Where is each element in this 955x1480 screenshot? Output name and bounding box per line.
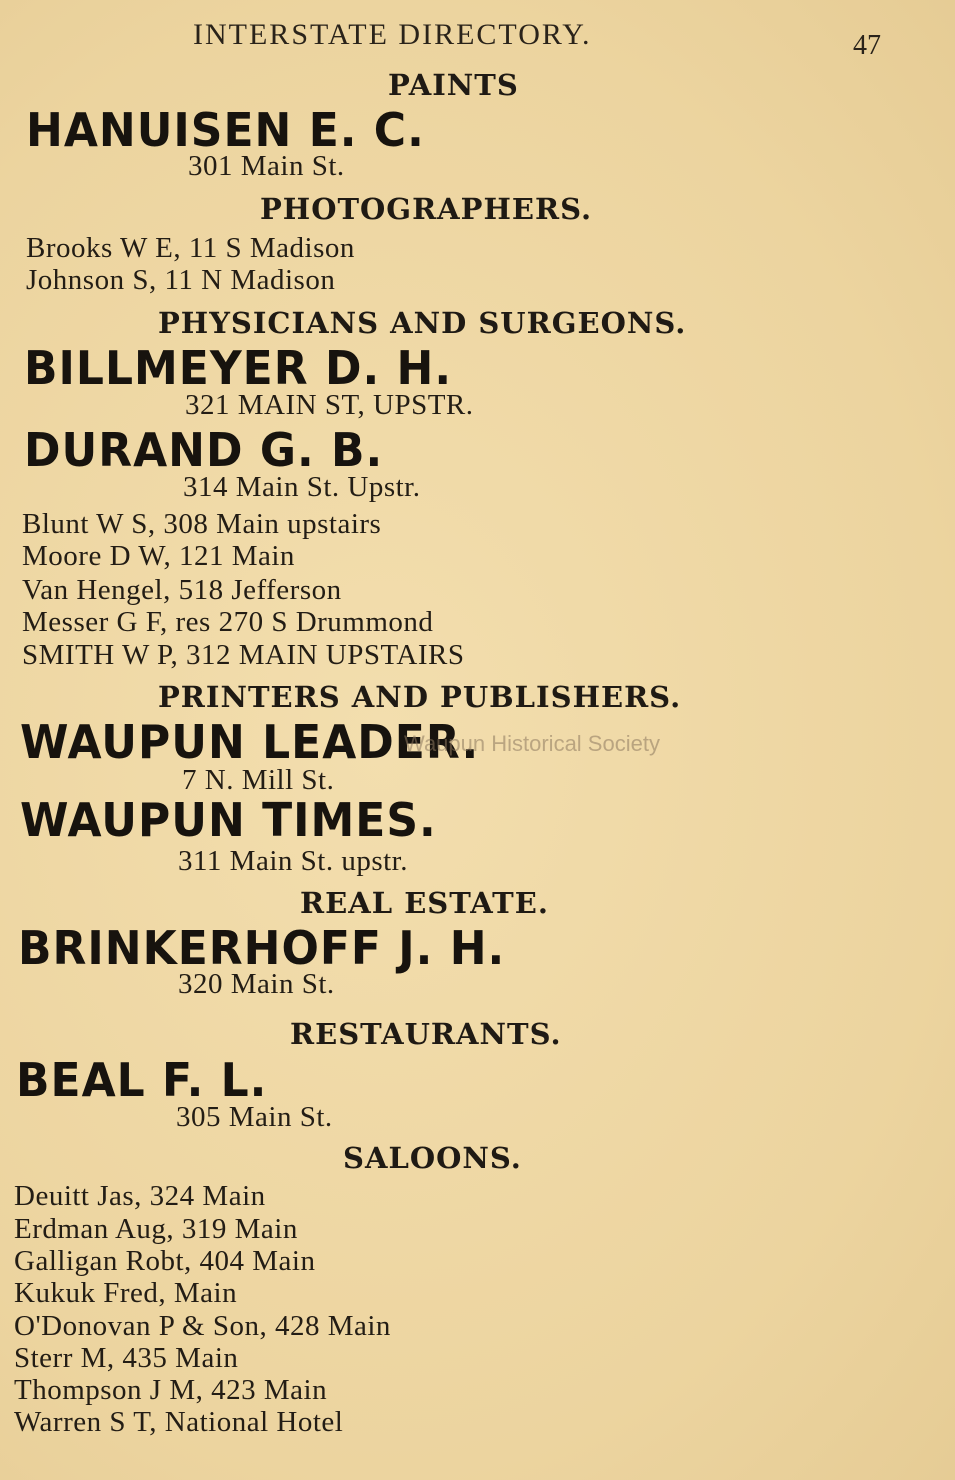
- listing-entry: Johnson S, 11 N Madison: [26, 264, 336, 296]
- section-heading-printers: PRINTERS AND PUBLISHERS.: [158, 680, 682, 714]
- featured-listing-address: 305 Main St.: [176, 1101, 333, 1133]
- listing-entry: Erdman Aug, 319 Main: [14, 1213, 298, 1245]
- featured-listing-address: 314 Main St. Upstr.: [183, 471, 421, 503]
- featured-listing-name: WAUPUN LEADER.: [20, 716, 480, 770]
- featured-listing-address: 321 MAIN ST, UPSTR.: [185, 389, 474, 421]
- listing-entry: Deuitt Jas, 324 Main: [14, 1180, 266, 1212]
- listing-entry: Brooks W E, 11 S Madison: [26, 232, 355, 264]
- featured-listing-address: 7 N. Mill St.: [182, 764, 335, 796]
- section-heading-paints: PAINTS: [388, 68, 519, 102]
- listing-entry: Sterr M, 435 Main: [14, 1342, 239, 1374]
- featured-listing-name: HANUISEN E. C.: [26, 104, 425, 158]
- section-heading-photographers: PHOTOGRAPHERS.: [260, 192, 593, 226]
- featured-listing-name: DURAND G. B.: [24, 424, 384, 478]
- section-heading-physicians: PHYSICIANS AND SURGEONS.: [158, 306, 687, 340]
- listing-entry: SMITH W P, 312 MAIN UPSTAIRS: [22, 639, 465, 671]
- featured-listing-address: 301 Main St.: [188, 150, 345, 182]
- running-head: INTERSTATE DIRECTORY.: [193, 18, 592, 51]
- featured-listing-name: BILLMEYER D. H.: [24, 342, 453, 396]
- featured-listing-name: WAUPUN TIMES.: [20, 794, 437, 848]
- listing-entry: Thompson J M, 423 Main: [14, 1374, 328, 1406]
- listing-entry: Warren S T, National Hotel: [14, 1406, 344, 1438]
- section-heading-restaurants: RESTAURANTS.: [290, 1017, 562, 1051]
- featured-listing-name: BEAL F. L.: [16, 1054, 268, 1108]
- featured-listing-address: 311 Main St. upstr.: [178, 845, 408, 877]
- watermark: Waupun Historical Society: [404, 731, 660, 756]
- listing-entry: O'Donovan P & Son, 428 Main: [14, 1310, 391, 1342]
- featured-listing-name: BRINKERHOFF J. H.: [18, 922, 506, 976]
- listing-entry: Galligan Robt, 404 Main: [14, 1245, 316, 1277]
- listing-entry: Blunt W S, 308 Main upstairs: [22, 508, 382, 540]
- featured-listing-address: 320 Main St.: [178, 968, 335, 1000]
- listing-entry: Moore D W, 121 Main: [22, 540, 295, 572]
- section-heading-real-estate: REAL ESTATE.: [300, 886, 549, 920]
- section-heading-saloons: SALOONS.: [343, 1141, 522, 1175]
- listing-entry: Messer G F, res 270 S Drummond: [22, 606, 434, 638]
- page-number: 47: [853, 30, 881, 61]
- listing-entry: Kukuk Fred, Main: [14, 1277, 238, 1309]
- listing-entry: Van Hengel, 518 Jefferson: [22, 574, 342, 606]
